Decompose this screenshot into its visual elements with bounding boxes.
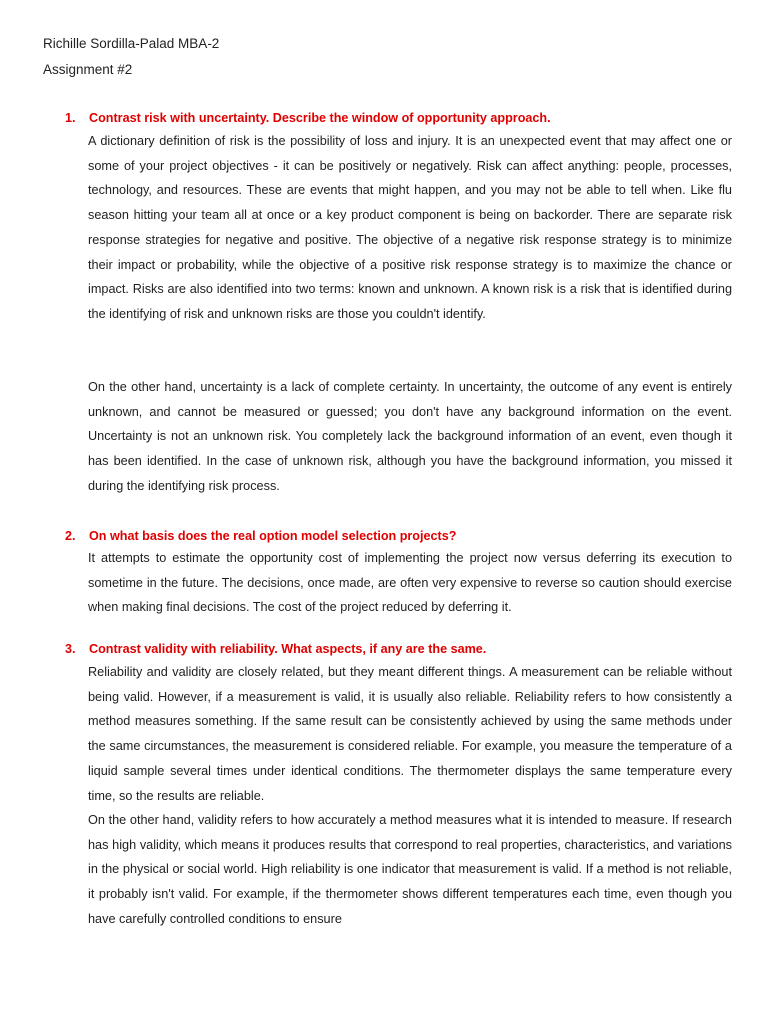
question-title: Contrast risk with uncertainty. Describe the window of opportunity approach. bbox=[89, 111, 551, 125]
question-3-heading bbox=[65, 642, 745, 656]
question-1-paragraph-1: A dictionary definition of risk is the possibility of loss and injury. It is an unexpected event that may affect one or some of your project objectives - it can be positively or negatively. Risk can affect anything: people, processes, technology, and resources. These are events that might happen, and you may not be able to tell when. Like flu season hitting your team all at once or a key product component is being on backorder. There are separate risk response strategies for negative and positive. The objective of a negative risk response strategy is to minimize their impact or probability, while the objective of a positive risk response strategy is to maximize the chance or impact. Risks are also identified into two terms: known and unknown. A known risk is a risk that is identified during the identifying of risk and unknown risks are those you couldn't identify. bbox=[88, 134, 732, 321]
question-2-paragraph-1: It attempts to estimate the opportunity cost of implementing the project now versus deferring its execution to sometime in the future. The decisions, once made, are often very expensive to reverse so caution should exercise when making final decisions. The cost of the project reduced by deferring it. bbox=[88, 551, 732, 615]
question-title: Contrast validity with reliability. What aspects, if any are the same. bbox=[89, 642, 487, 656]
author-line: Richille Sordilla-Palad MBA-2 bbox=[43, 36, 220, 51]
question-3-paragraph-1: Reliability and validity are closely related, but they meant different things. A measurement can be reliable without being valid. However, if a measurement is valid, it is usually also reliable. Reliability refers to how consistently a method measures something. If the same result can be consistently achieved by using the same methods under the same circumstances, the measurement is considered reliable. For example, you measure the temperature of a liquid sample several times under identical conditions. The thermometer displays the same temperature every time, so the results are reliable. bbox=[88, 665, 732, 803]
question-3-paragraph-2: On the other hand, validity refers to how accurately a method measures what it is intended to measure. If research has high validity, which means it produces results that correspond to real properties, characteristics, and variations in the physical or social world. High reliability is one indicator that measurement is valid. If a method is not reliable, it probably isn't valid. For example, if the thermometer shows different temperatures each time, even though you have carefully controlled conditions to ensure bbox=[88, 813, 732, 926]
question-1-paragraph-2: On the other hand, uncertainty is a lack of complete certainty. In uncertainty, the outcome of any event is entirely unknown, and cannot be measured or guessed; you don't have any background information on the event. Uncertainty is not an unknown risk. You completely lack the background information of an event, even though it has been identified. In the case of unknown risk, although you have the background information, you missed it during the identifying risk process. bbox=[88, 380, 732, 493]
assignment-title: Assignment #2 bbox=[43, 62, 133, 77]
question-number: 3. bbox=[65, 642, 76, 656]
question-number: 2. bbox=[65, 529, 76, 543]
question-title: On what basis does the real option model selection projects? bbox=[89, 529, 457, 543]
question-2-heading bbox=[65, 529, 745, 543]
question-1-heading bbox=[65, 111, 745, 125]
question-number: 1. bbox=[65, 111, 76, 125]
